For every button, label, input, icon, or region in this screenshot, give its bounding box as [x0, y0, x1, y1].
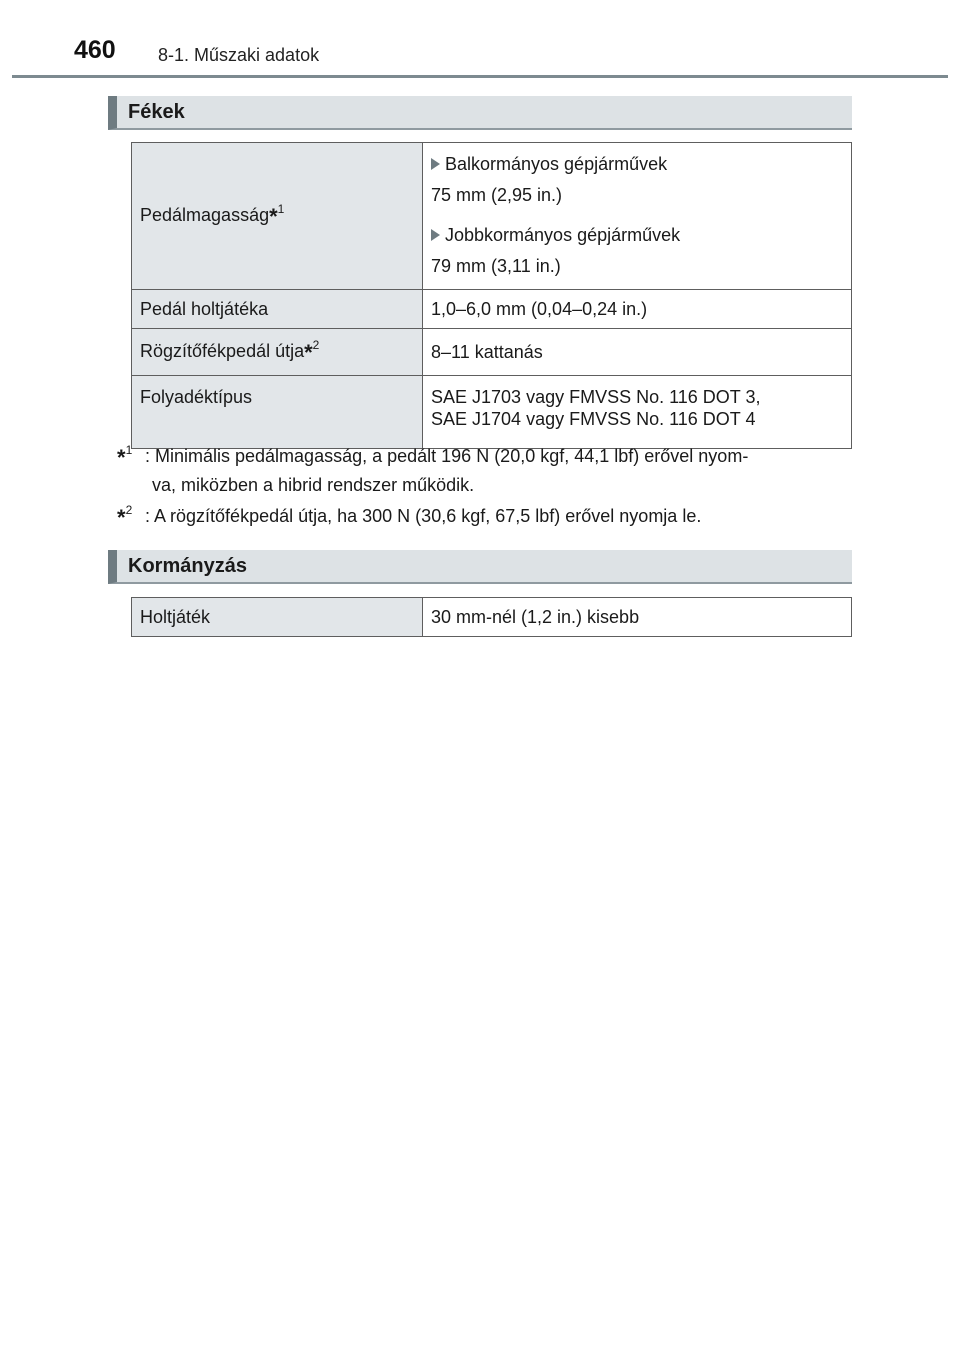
pedal-height-value-cell	[423, 143, 852, 290]
footnote-2-line1: : A rögzítőfékpedál útja, ha 300 N (30,6 kgf, 67,5 lbf) erővel nyomja le.	[145, 506, 702, 526]
chapter-title: 8-1. Műszaki adatok	[158, 45, 320, 65]
triangle-bullet-icon	[431, 158, 440, 170]
footnote-ref: 2	[312, 338, 320, 352]
pedal-height-label: Pedálmagasság	[140, 205, 270, 225]
table-row	[132, 376, 852, 449]
table-row	[132, 143, 852, 290]
page-number: 460	[74, 36, 116, 64]
table-row	[132, 290, 852, 329]
lhd-value: 75 mm (2,95 in.)	[431, 185, 563, 205]
footnote-star-icon: *	[304, 340, 313, 365]
steering-free-play-value: 30 mm-nél (1,2 in.) kisebb	[423, 598, 852, 637]
page-header	[0, 0, 960, 80]
parking-pedal-travel-value: 8–11 kattanás	[423, 329, 852, 376]
footnote-ref: 1	[125, 443, 133, 457]
footnote-star-icon: *	[117, 505, 126, 530]
footnote-1-line2-text: va, miközben a hibrid rendszer működik.	[152, 475, 475, 495]
brakes-spec-table	[131, 142, 852, 449]
fluid-type-label: Folyadéktípus	[132, 376, 423, 449]
steering-spec-table	[131, 597, 852, 637]
section-title-brakes: Fékek	[128, 101, 185, 123]
parking-pedal-travel-label-cell	[132, 329, 423, 376]
rhd-label: Jobbkormányos gépjárművek	[445, 225, 681, 245]
lhd-subheading	[431, 149, 843, 180]
steering-free-play-label: Holtjáték	[132, 598, 423, 637]
footnote-ref: 1	[277, 202, 285, 216]
fluid-type-value-line2: SAE J1704 vagy FMVSS No. 116 DOT 4	[431, 409, 756, 429]
footnote-1-line1: : Minimális pedálmagasság, a pedált 196 N (20,0 kgf, 44,1 lbf) erővel nyom-	[145, 446, 749, 466]
table-row	[132, 329, 852, 376]
pedal-free-play-value: 1,0–6,0 mm (0,04–0,24 in.)	[423, 290, 852, 329]
footnote-marker	[117, 443, 132, 471]
section-heading-steering	[108, 550, 852, 584]
rhd-subheading	[431, 220, 843, 251]
pedal-free-play-label: Pedál holtjátéka	[132, 290, 423, 329]
section-heading-brakes	[108, 96, 852, 130]
triangle-bullet-icon	[431, 229, 440, 241]
header-divider	[12, 75, 948, 78]
footnote-marker	[117, 503, 132, 531]
fluid-type-value-line1: SAE J1703 vagy FMVSS No. 116 DOT 3,	[431, 387, 761, 407]
parking-pedal-travel-label: Rögzítőfékpedál útja	[140, 341, 305, 361]
lhd-label: Balkormányos gépjárművek	[445, 154, 668, 174]
fluid-type-value-cell	[423, 376, 852, 449]
rhd-value: 79 mm (3,11 in.)	[431, 256, 561, 276]
footnote-1-line2	[152, 472, 474, 499]
pedal-height-label-cell	[132, 143, 423, 290]
footnote-star-icon: *	[269, 204, 278, 229]
table-row	[132, 598, 852, 637]
section-title-steering: Kormányzás	[128, 555, 247, 577]
footnote-ref: 2	[125, 503, 133, 517]
footnote-star-icon: *	[117, 445, 126, 470]
